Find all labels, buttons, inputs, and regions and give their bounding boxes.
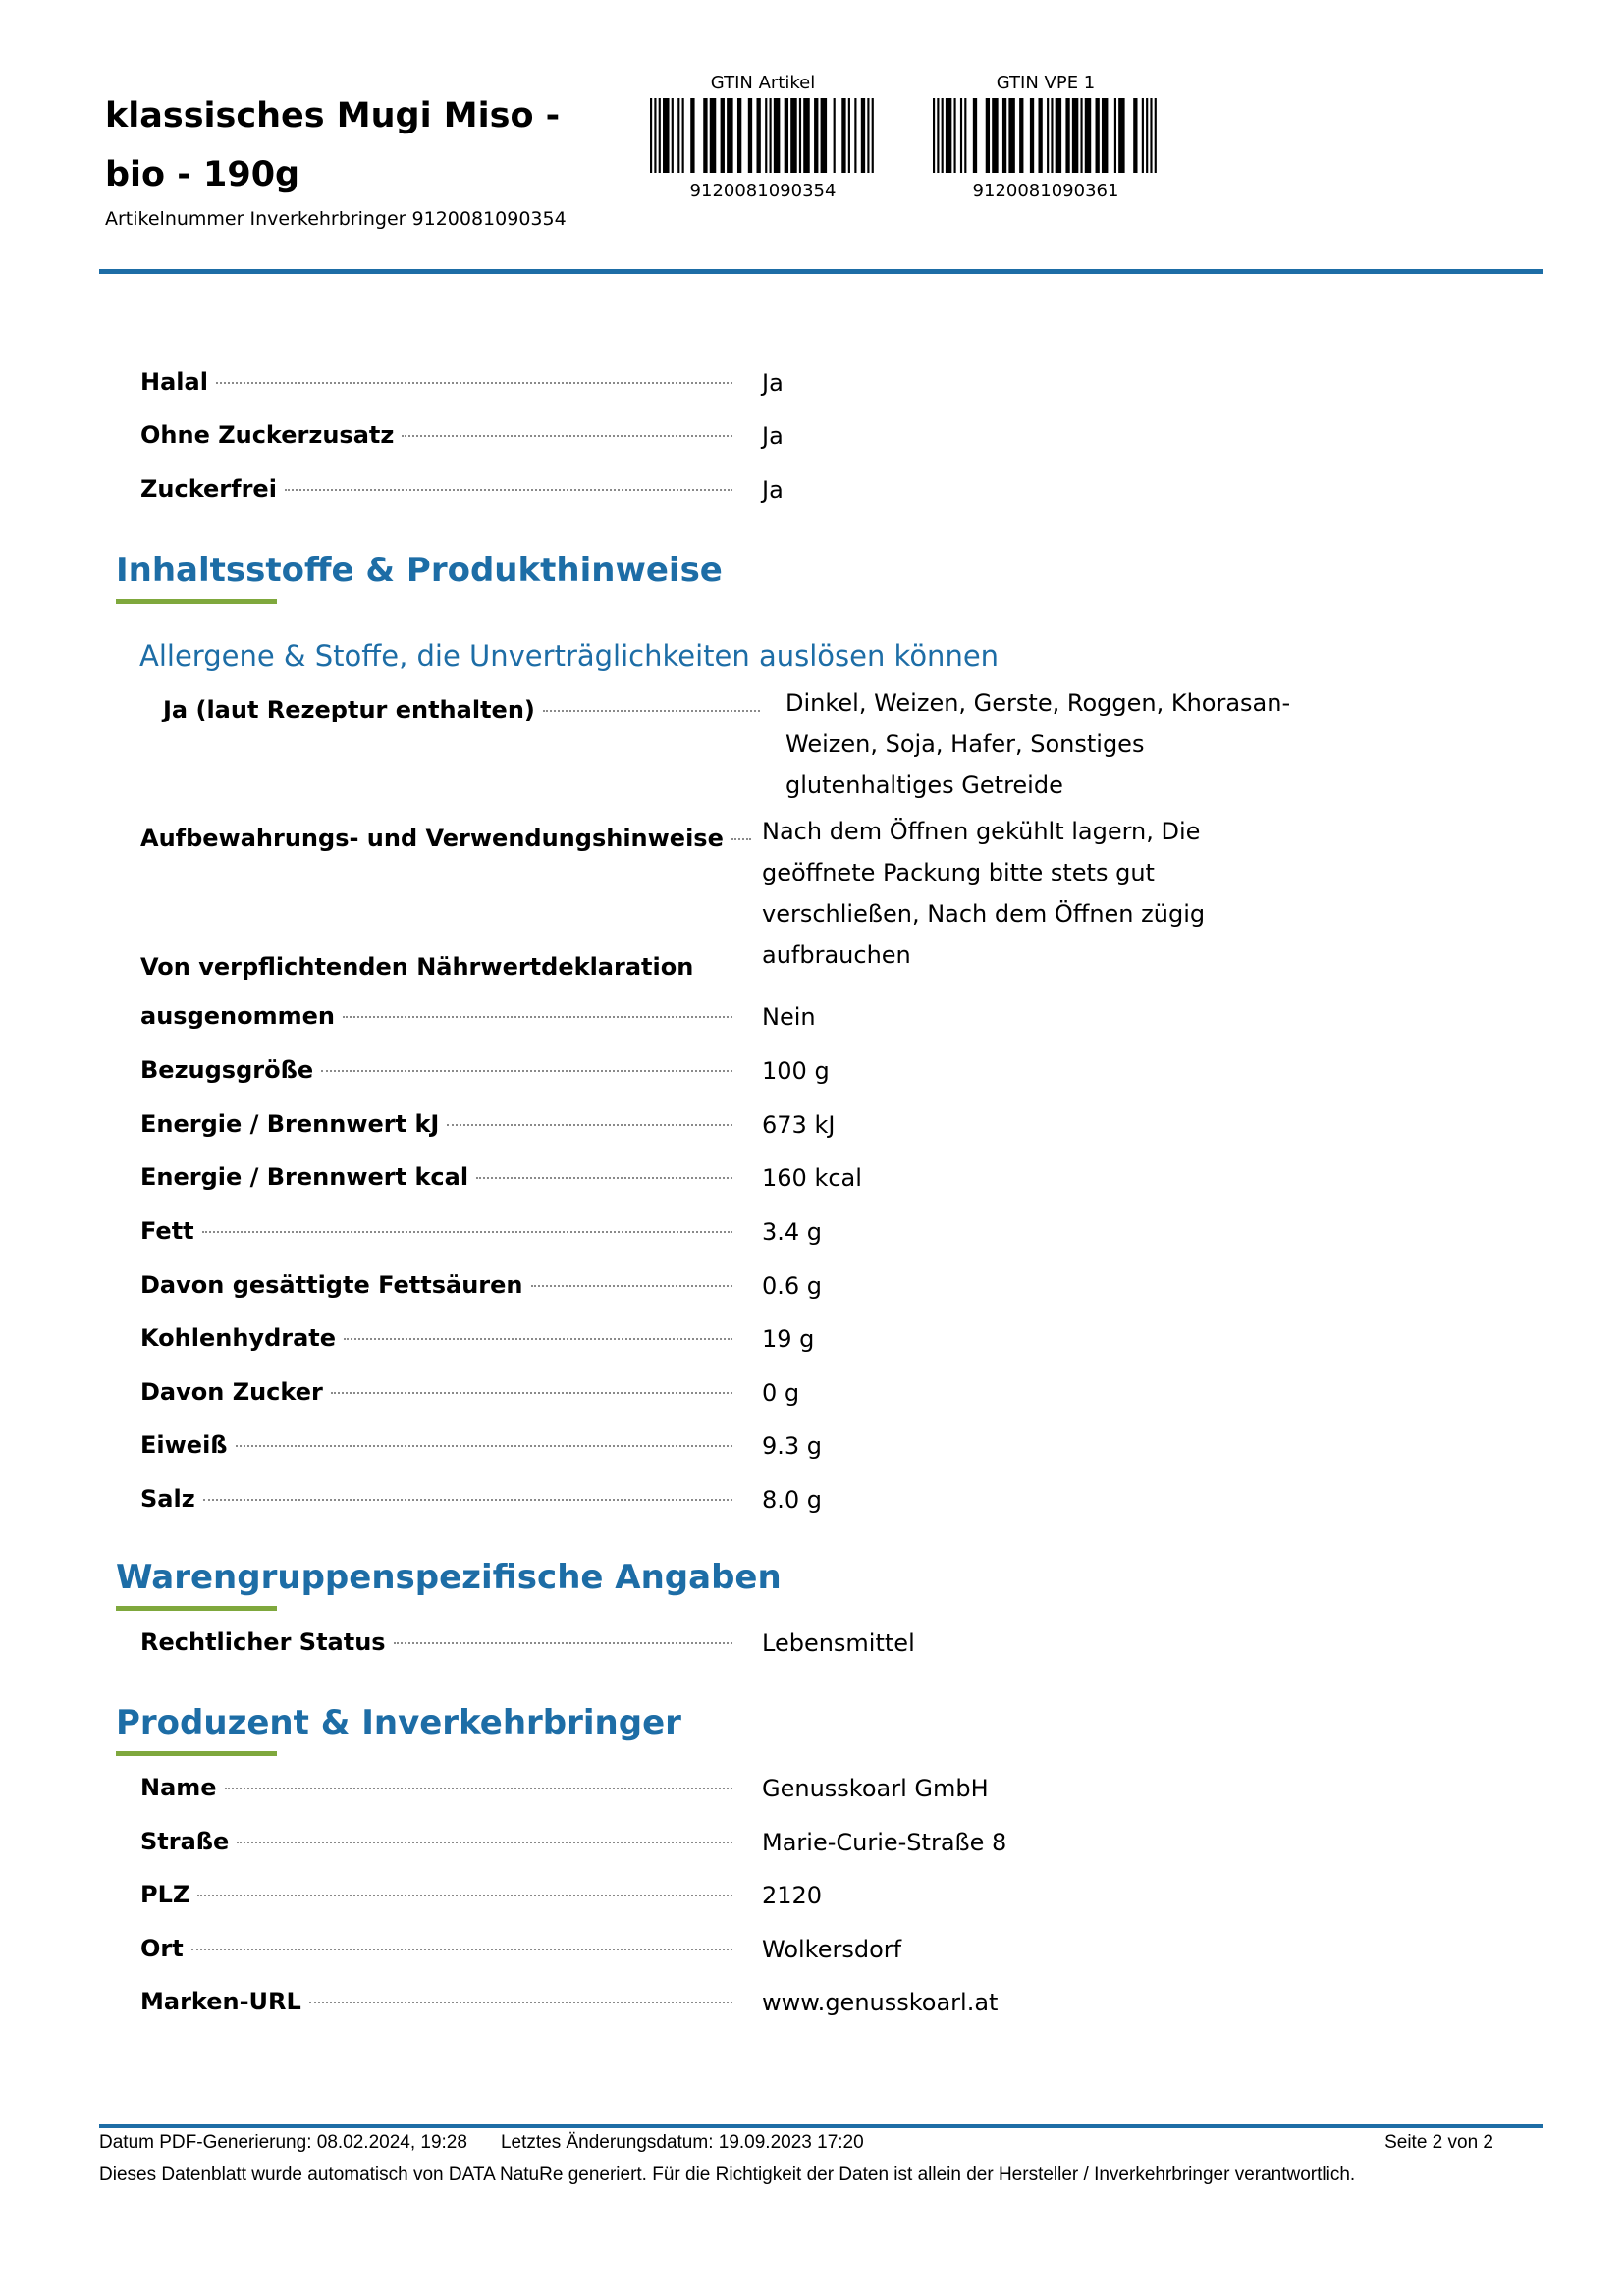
field-value: Marie-Curie-Straße 8 (762, 1829, 1007, 1856)
field-value: Ja (762, 422, 784, 450)
barcode-gtin-article (650, 72, 876, 201)
section-underline (116, 1606, 277, 1611)
allergen-heading: Allergene & Stoffe, die Unverträglichkeiten auslösen können (139, 639, 1000, 672)
document-header (0, 0, 1624, 285)
field-label: Energie / Brennwert kcal (140, 1157, 732, 1197)
article-number: Artikelnummer Inverkehrbringer 9120081090354 (105, 208, 567, 230)
section-heading-ingredients: Inhaltsstoffe & Produkthinweise (116, 551, 723, 590)
allergen-value: Dinkel, Weizen, Gerste, Roggen, Khorasan-Weizen, Soja, Hafer, Sonstiges glutenhaltiges Getreide (785, 689, 1291, 799)
field-value: 19 g (762, 1325, 815, 1353)
field-value: 0.6 g (762, 1272, 823, 1300)
field-value: 100 g (762, 1057, 830, 1085)
footer-divider (99, 2124, 1543, 2128)
barcode-icon (650, 98, 876, 173)
field-value: 8.0 g (762, 1486, 823, 1514)
section-heading-product-group: Warengruppenspezifische Angaben (116, 1558, 782, 1597)
field-value: Genusskoarl GmbH (762, 1775, 989, 1802)
field-value: Wolkersdorf (762, 1936, 902, 1963)
field-label: Bezugsgröße (140, 1050, 732, 1090)
field-value: 2120 (762, 1882, 823, 1909)
field-label: Ort (140, 1929, 732, 1968)
field-label: Halal (140, 362, 732, 401)
field-label: Ja (laut Rezeptur enthalten) (163, 690, 760, 729)
section-underline (116, 599, 277, 604)
field-label: Zuckerfrei (140, 469, 732, 508)
section-underline (116, 1751, 277, 1756)
barcode-icon (933, 98, 1159, 173)
field-value: 673 kJ (762, 1111, 836, 1139)
field-label: Rechtlicher Status (140, 1623, 732, 1662)
field-label: Straße (140, 1822, 732, 1861)
field-value: Nein (762, 1003, 816, 1031)
field-value: www.genusskoarl.at (762, 1989, 999, 2016)
field-value: 3.4 g (762, 1218, 823, 1246)
field-label: Davon gesättigte Fettsäuren (140, 1265, 732, 1305)
barcode-gtin-vpe (933, 72, 1159, 201)
field-value: 160 kcal (762, 1164, 862, 1192)
field-label: Marken-URL (140, 1982, 732, 2021)
field-label: PLZ (140, 1875, 732, 1914)
field-value: Ja (762, 476, 784, 504)
field-label: Ohne Zuckerzusatz (140, 415, 732, 454)
footer-modified-date: Letztes Änderungsdatum: 19.09.2023 17:20 (500, 2132, 864, 2153)
section-heading-producer: Produzent & Inverkehrbringer (116, 1703, 681, 1742)
field-label: Energie / Brennwert kJ (140, 1104, 732, 1144)
field-value: Ja (762, 369, 784, 397)
barcode-label: GTIN Artikel (710, 73, 816, 93)
footer-disclaimer: Dieses Datenblatt wurde automatisch von DATA NatuRe generiert. Für die Richtigkeit der Daten ist allein der Hersteller / Inverkehrbringer verantwortlich. (99, 2164, 1356, 2185)
barcode-number: 9120081090354 (689, 181, 837, 201)
field-label: Salz (140, 1479, 732, 1519)
field-value: Lebensmittel (762, 1629, 915, 1657)
field-label: Aufbewahrungs- und Verwendungshinweise (140, 819, 732, 858)
product-title: klassisches Mugi Miso - bio - 190g (105, 96, 561, 194)
field-label: Fett (140, 1211, 732, 1251)
storage-value: Nach dem Öffnen gekühlt lagern, Die geöffnete Packung bitte stets gut verschließen, Nach dem Öffnen zügig aufbrauchen (762, 818, 1206, 969)
header-divider (99, 269, 1543, 274)
exempt-label-line: Von verpflichtenden Nährwertdeklaration (140, 953, 694, 981)
field-label: ausgenommen (140, 996, 732, 1036)
field-label: Kohlenhydrate (140, 1318, 732, 1358)
field-label: Davon Zucker (140, 1372, 732, 1412)
footer-generated-date: Datum PDF-Generierung: 08.02.2024, 19:28 (99, 2132, 467, 2153)
field-value: 9.3 g (762, 1432, 823, 1460)
footer-meta (99, 2132, 1493, 2154)
field-value: 0 g (762, 1379, 800, 1407)
barcode-label: GTIN VPE 1 (996, 73, 1096, 93)
footer-page-number: Seite 2 von 2 (1384, 2132, 1493, 2153)
barcode-number: 9120081090361 (972, 181, 1119, 201)
field-label: Name (140, 1768, 732, 1807)
field-label: Eiweiß (140, 1425, 732, 1465)
